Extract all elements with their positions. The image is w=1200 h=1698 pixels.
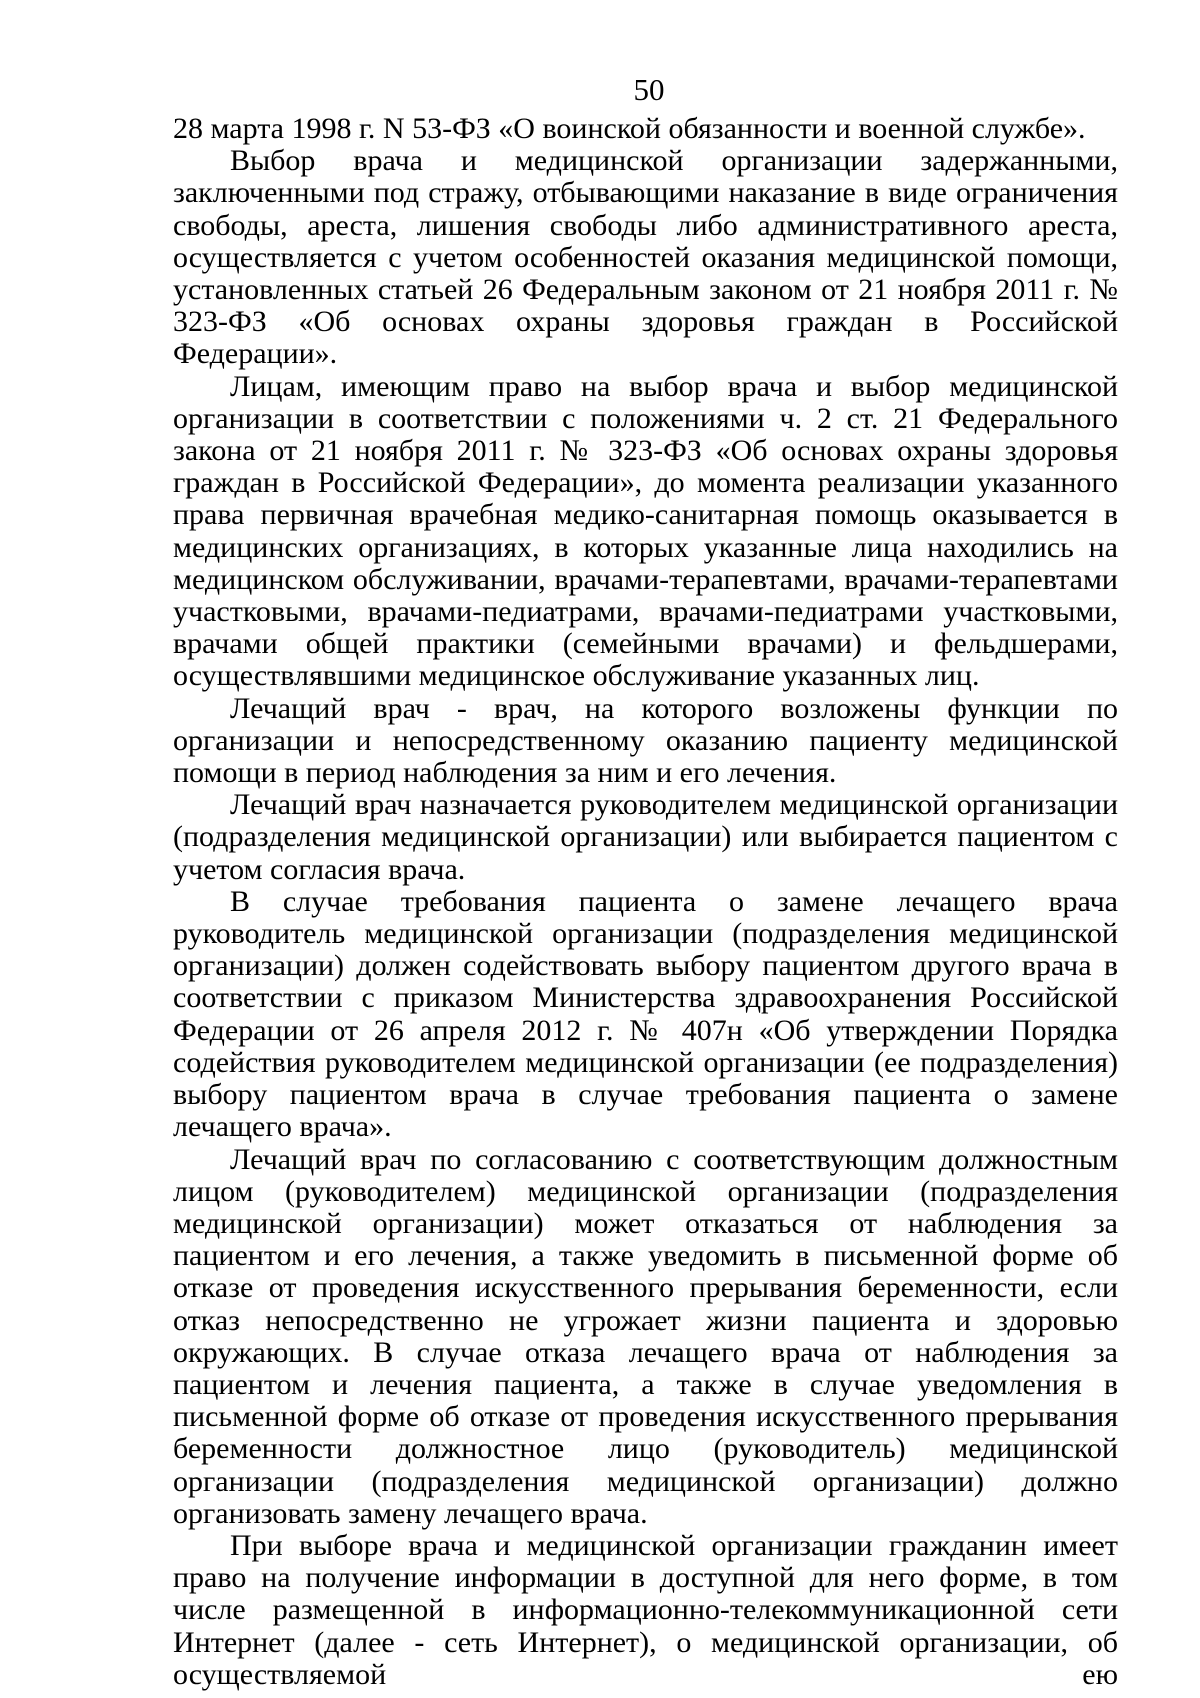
paragraph-primary-care-before-choice: Лицам, имеющим право на выбор врача и выбор медицинской организации в соответствии с положениями ч. 2 ст. 21 Федерального закона от 21 ноября 2011 г. № 323-ФЗ «Об основах охраны здоровья граждан в Российской Федерации», до момента реализации указанного права первичная врачебная медико-санитарная помощь оказывается в медицинских организациях, в которых указанные лица находились на медицинском обслуживании, врачами-терапевтами, врачами-терапевтами участковыми, врачами-педиатрами, врачами-педиатрами участковыми, врачами общей практики (семейными врачами) и фельдшерами, осуществлявшими медицинское обслуживание указанных лиц. <box>173 369 1118 693</box>
paragraph-detainees-doctor-choice: Выбор врача и медицинской организации задержанными, заключенными под стражу, отбывающими наказание в виде ограничения свободы, ареста, лишения свободы либо административного ареста, осуществляется с учетом особенностей оказания медицинской помощи, установленных статьей 26 Федеральным законом от 21 ноября 2011 г. № 323-ФЗ «Об основах охраны здоровья граждан в Российской Федерации». <box>173 144 1118 371</box>
paragraph-doctor-replacement: В случае требования пациента о замене лечащего врача руководитель медицинской организации (подразделения медицинской организации) должен содействовать выбору пациентом другого врача в соответствии с приказом Министерства здравоохранения Российской Федерации от 26 апреля 2012 г. № 407н «Об утверждении Порядка содействия руководителем медицинской организации (ее подразделения) выбору пациентом врача в случае требования пациента о замене лечащего врача». <box>173 884 1118 1144</box>
document-body <box>173 113 1118 1691</box>
paragraph-continuation: 28 марта 1998 г. N 53-ФЗ «О воинской обязанности и военной службе». <box>173 112 1086 145</box>
page-number: 50 <box>633 72 665 107</box>
paragraph-right-to-information: При выборе врача и медицинской организации гражданин имеет право на получение информации в доступной для него форме, в том числе размещенной в информационно-телекоммуникационной сети Интернет (далее - сеть Интернет), о медицинской организации, об осуществляемой ею <box>173 1528 1118 1691</box>
paragraph-doctor-refusal: Лечащий врач по согласованию с соответствующим должностным лицом (руководителем) медицинской организации (подразделения медицинской организации) может отказаться от наблюдения за пациентом и его лечения, а также уведомить в письменной форме об отказе от проведения искусственного прерывания беременности, если отказ непосредственно не угрожает жизни пациента и здоровью окружающих. В случае отказа лечащего врача от наблюдения за пациентом и лечения пациента, а также в случае уведомления в письменной форме об отказе от проведения искусственного прерывания беременности должностное лицо (руководитель) медицинской организации (подразделения медицинской организации) должно организовать замену лечащего врача. <box>173 1142 1118 1530</box>
paragraph-attending-doctor-appointment: Лечащий врач назначается руководителем медицинской организации (подразделения медицинской организации) или выбирается пациентом с учетом согласия врача. <box>173 788 1118 886</box>
paragraph-attending-doctor-definition: Лечащий врач - врач, на которого возложены функции по организации и непосредственному оказанию пациенту медицинской помощи в период наблюдения за ним и его лечения. <box>173 691 1118 790</box>
